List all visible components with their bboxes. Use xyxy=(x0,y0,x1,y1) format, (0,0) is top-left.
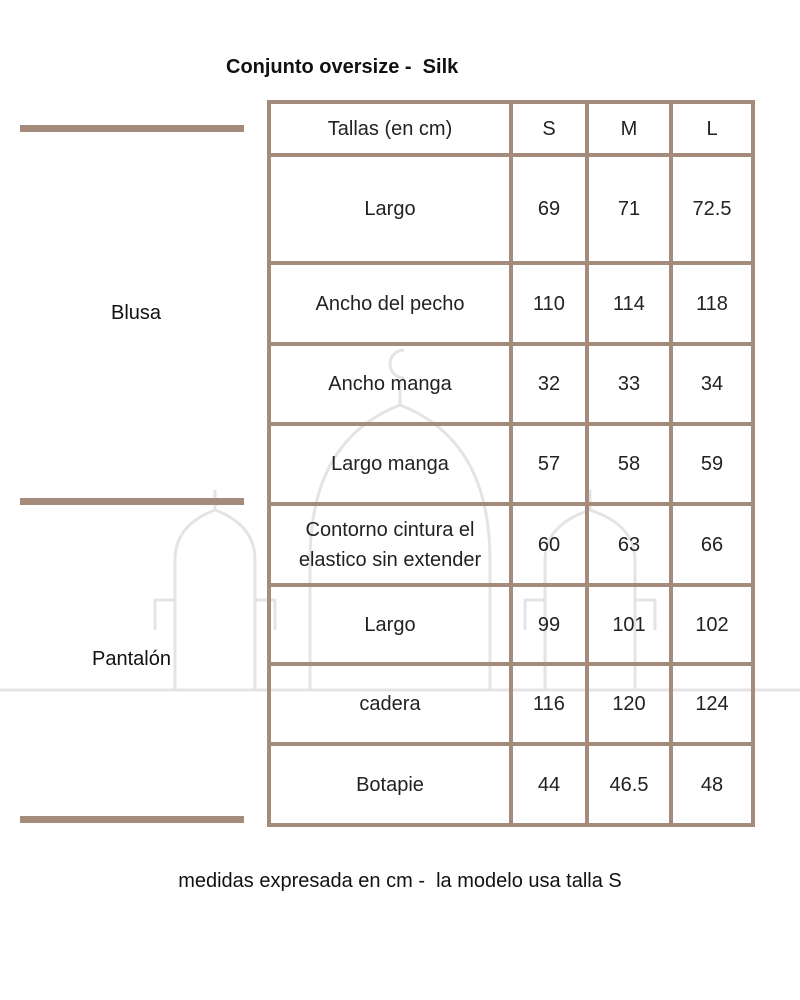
table-row xyxy=(269,664,753,744)
value-l: 59 xyxy=(671,424,753,504)
value-l: 34 xyxy=(671,344,753,424)
table-row xyxy=(269,263,753,344)
value-m: 71 xyxy=(587,155,671,263)
value-l: 124 xyxy=(671,664,753,744)
section-label-pantalon: Pantalón xyxy=(92,648,171,670)
value-m: 63 xyxy=(587,504,671,585)
row-label: Largo manga xyxy=(269,424,511,504)
value-s: 69 xyxy=(511,155,587,263)
table-row xyxy=(269,344,753,424)
value-s: 60 xyxy=(511,504,587,585)
header-cell-m: M xyxy=(587,102,671,155)
value-l: 102 xyxy=(671,585,753,664)
value-s: 32 xyxy=(511,344,587,424)
table-row xyxy=(269,744,753,825)
value-l: 66 xyxy=(671,504,753,585)
value-m: 33 xyxy=(587,344,671,424)
table-row xyxy=(269,504,753,585)
table-row xyxy=(269,585,753,664)
value-s: 110 xyxy=(511,263,587,344)
table-row xyxy=(269,424,753,504)
header-cell-l: L xyxy=(671,102,753,155)
header-cell-s: S xyxy=(511,102,587,155)
row-label: Ancho del pecho xyxy=(269,263,511,344)
header-cell-label: Tallas (en cm) xyxy=(269,102,511,155)
value-m: 58 xyxy=(587,424,671,504)
section-divider-top xyxy=(20,125,244,132)
value-l: 72.5 xyxy=(671,155,753,263)
table-header-row xyxy=(269,102,753,155)
row-label: cadera xyxy=(269,664,511,744)
footer-note: medidas expresada en cm - la modelo usa talla S xyxy=(178,870,622,892)
value-l: 48 xyxy=(671,744,753,825)
size-table xyxy=(267,100,755,827)
section-label-blusa: Blusa xyxy=(111,302,162,324)
value-s: 99 xyxy=(511,585,587,664)
value-m: 46.5 xyxy=(587,744,671,825)
row-label: Largo xyxy=(269,155,511,263)
row-label: Largo xyxy=(269,585,511,664)
row-label: Ancho manga xyxy=(269,344,511,424)
value-s: 116 xyxy=(511,664,587,744)
value-m: 120 xyxy=(587,664,671,744)
row-label: Contorno cintura el elastico sin extender xyxy=(269,504,511,585)
value-m: 114 xyxy=(587,263,671,344)
row-label: Botapie xyxy=(269,744,511,825)
page-title: Conjunto oversize - Silk xyxy=(226,56,459,78)
section-divider-middle xyxy=(20,498,244,505)
section-divider-bottom xyxy=(20,816,244,823)
value-s: 44 xyxy=(511,744,587,825)
value-l: 118 xyxy=(671,263,753,344)
table-row xyxy=(269,155,753,263)
value-m: 101 xyxy=(587,585,671,664)
value-s: 57 xyxy=(511,424,587,504)
